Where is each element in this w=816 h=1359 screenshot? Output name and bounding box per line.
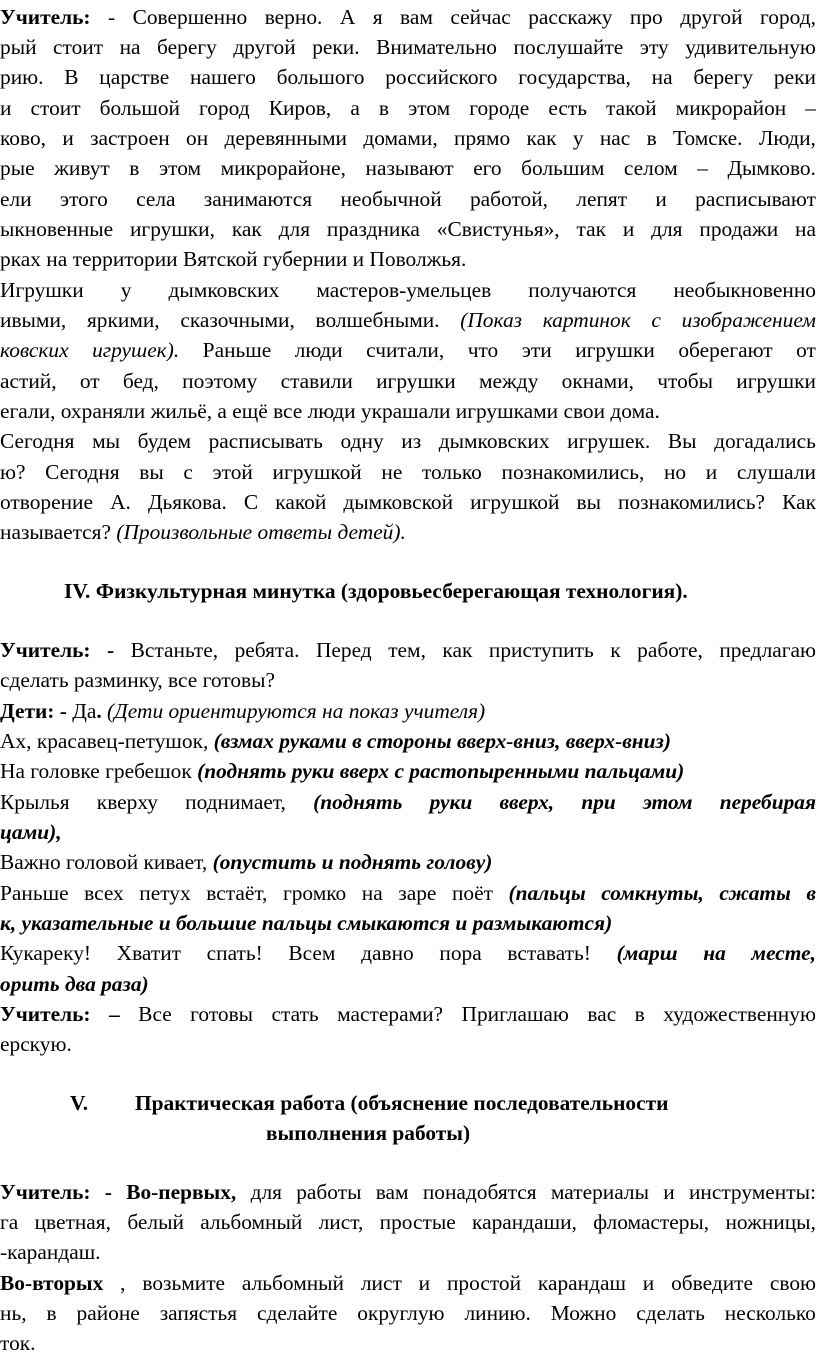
word: расписывают [695,187,816,211]
paragraph-2-line-2 [0,305,816,336]
word: (марш [616,941,678,965]
verse-line-4: Важно головой кивает, (опустить и поднять голову) [0,850,493,874]
word: городе [469,96,530,120]
word: Хватит [116,941,182,965]
word: сейчас [450,5,511,29]
word: этой [212,460,253,484]
word: , [120,1271,126,1295]
word: с [651,308,661,332]
word: домами, [363,126,438,150]
word: как [231,217,262,241]
word: вставать! [507,941,591,965]
word: от [79,369,100,393]
word: мастеров-умельцев [316,278,492,302]
word: понадобятся [422,1180,537,1204]
word: картинок [542,308,631,332]
verse-line-5-cont: к, указательные и большие пальцы смыкаются и размыкаются) [0,911,613,935]
word: встаёт, [206,881,268,905]
word: и [418,1271,431,1295]
word: бед, [122,369,159,393]
word: Дьякова. [147,490,227,514]
word: к [610,638,621,662]
word: Встаньте, [130,638,219,662]
word: игрушек). [92,338,180,362]
paragraph-2-line-1 [0,275,816,306]
practice-line-3: -карандаш. [0,1240,101,1264]
paragraph-1-line-4 [0,93,816,124]
word: у [120,278,132,302]
word: пора [439,941,482,965]
word: игрушки [575,338,655,362]
word: Внимательно [376,35,497,59]
word: эти [521,338,552,362]
word: художественную [663,1002,816,1026]
exercise-teacher2-line-1 [0,999,816,1030]
word: продажи [699,217,779,241]
paragraph-1-line-9: рках на территории Вятской губернии и Поволжья. [0,247,467,271]
word: про [629,5,663,29]
word: и [642,1271,655,1295]
word: ивыми, [0,308,67,332]
word: нь, [0,1301,27,1325]
word: Сегодня [0,429,75,453]
word: этом [408,96,451,120]
word: другой [680,5,743,29]
word: карандаш [537,1271,626,1295]
word: – [805,96,816,120]
word: спать! [206,941,263,965]
word: стать [271,1002,319,1026]
word: – [697,156,708,180]
word: яркими, [86,308,160,332]
word: Приглашаю [461,1002,569,1026]
word: для [278,217,311,241]
word: ыкновенные [0,217,114,241]
word: А. [110,490,131,514]
word: у [572,126,584,150]
word: застроен [90,126,170,150]
exercise-teacher-line-1 [0,635,816,666]
word: поэтому [182,369,258,393]
word: (поднять [313,790,403,814]
word: селом [623,156,678,180]
paragraph-2-line-5: егали, охраняли жильё, а ещё все люди украшали игрушками свои дома. [0,399,660,423]
word: стоит [30,96,81,120]
word: вверх, [499,790,555,814]
word: ели [0,187,32,211]
word: в [646,126,657,150]
practice-line-5 [0,1298,816,1329]
word: оберегают [678,338,773,362]
word: познакомились? [618,490,766,514]
word: рые [0,156,35,180]
word: но [663,460,687,484]
word: живут [54,156,110,180]
word: микрорайон [675,96,787,120]
word: этом [158,156,202,180]
word: занимаются [203,187,313,211]
word: из [401,429,422,453]
word: на [795,217,816,241]
word: предлагаю [719,638,816,662]
word: он [186,126,209,150]
word: фломастеры, [593,1210,710,1234]
word: лепят [576,187,628,211]
word: перебирая [719,790,816,814]
word: готовы [190,1002,254,1026]
word: город, [760,5,816,29]
word: Во-вторых [0,1271,104,1295]
word: свою [769,1271,816,1295]
word: отворение [0,490,93,514]
word: мы [92,429,121,453]
word: - [107,638,115,662]
word: царстве [99,65,170,89]
word: так [576,217,606,241]
word: кверху [96,790,158,814]
word: Совершенно [132,5,248,29]
word: игрушки, [129,217,215,241]
word: ю? [0,460,26,484]
word: праздника [326,217,420,241]
word: нас [599,126,631,150]
word: окнами, [561,369,635,393]
word: простые [379,1210,456,1234]
exercise-children-line: Дети: - Да. (Дети ориентируются на показ учителя) [0,699,486,723]
paragraph-1-line-8 [0,214,816,245]
word: а [350,96,360,120]
word: и [622,217,635,241]
practice-line-2 [0,1207,816,1238]
word: заре [398,881,437,905]
word: и [0,96,12,120]
word: какой [275,490,327,514]
paragraph-1-line-1 [0,2,816,33]
word: познакомились, [501,460,645,484]
word: большой [99,96,180,120]
word: ребята. [234,638,300,662]
paragraph-1-line-7 [0,184,816,215]
practice-line-4 [0,1268,816,1299]
word: Раньше [202,338,272,362]
word: не [381,460,403,484]
word: Томске. [673,126,743,150]
word: обведите [671,1271,754,1295]
word: микрорайоне, [220,156,346,180]
word: считали, [366,338,445,362]
word: что [467,338,499,362]
word: чтобы [657,369,714,393]
word: районе [76,1301,140,1325]
word: тем, [388,638,426,662]
word: расписывать [208,429,323,453]
word: сказочными, [180,308,295,332]
exercise-teacher2-line-2: ерскую. [0,1032,72,1056]
word: астий, [0,369,57,393]
word: верно. [264,5,323,29]
word: Всем [288,941,336,965]
word: белый [127,1210,184,1234]
word: сомкнуты, [601,881,704,905]
word: возьмите [142,1271,226,1295]
word: лист [360,1271,402,1295]
word: Учитель: [0,5,91,29]
practice-line-1 [0,1177,816,1208]
word: такой [606,96,657,120]
word: Как [782,490,816,514]
word: между [479,369,539,393]
word: громко [282,881,347,905]
word: и [663,1180,675,1204]
word: приступить [488,638,594,662]
word: (пальцы [508,881,586,905]
word: игрушек. [567,429,651,453]
word: в [806,881,816,905]
word: и [705,460,718,484]
word: есть [548,96,587,120]
word: запястья [159,1301,238,1325]
word: слушали [736,460,816,484]
verse-line-6 [0,938,816,969]
verse-line-2: На головке гребешок (поднять руки вверх с растопыренными пальцами) [0,759,685,783]
word: дымковской [343,490,454,514]
word: В [64,65,79,89]
word: берегу [693,65,754,89]
word: рию. [0,65,44,89]
word: га [0,1210,19,1234]
word: государства, [518,65,631,89]
word: Раньше [0,881,69,905]
word: работе, [637,638,703,662]
word: сжаты [719,881,791,905]
word: карандаши, [472,1210,577,1234]
word: люди [294,338,343,362]
word: ножницы, [725,1210,816,1234]
section-heading-5-line-2: выполнения работы) [266,1121,471,1145]
word: этом [643,790,693,814]
word: реки [773,65,816,89]
word: город [199,96,250,120]
word: - [107,5,116,29]
practice-line-6: ток. [0,1331,36,1355]
word: Игрушки [0,278,84,302]
word: на [651,65,673,89]
word: С [243,490,259,514]
word: деревянными [224,126,347,150]
word: Вы [667,429,697,453]
paragraph-1-line-2 [0,32,816,63]
word: несколько [724,1301,816,1325]
word: при [581,790,616,814]
word: на [703,941,726,965]
word: стоит [53,35,104,59]
word: его [473,156,502,180]
word: и [62,126,74,150]
word: как [526,126,557,150]
word: Можно [550,1301,617,1325]
word: игрушки [376,369,456,393]
word: материалы [550,1180,649,1204]
paragraph-3-line-4: называется? (Произвольные ответы детей). [0,520,406,544]
word: руки [429,790,473,814]
word: ково, [0,126,46,150]
word: вы [139,460,164,484]
verse-line-6-cont: орить два раза) [0,972,149,996]
word: для [651,217,683,241]
word: поднимает, [185,790,286,814]
word: Дымково. [727,156,816,180]
paragraph-2-line-4 [0,366,816,397]
word: Киров, [268,96,332,120]
paragraph-3-line-2 [0,457,816,488]
word: игрушкой [272,460,362,484]
word: сделать [636,1301,705,1325]
word: сделайте [257,1301,338,1325]
word: петух [139,881,191,905]
word: берегу [157,35,217,59]
word: мастерами? [337,1002,444,1026]
word: игрушки [736,369,816,393]
word: одну [340,429,384,453]
word: в [634,1002,645,1026]
word: изображением [681,308,816,332]
word: получаются [528,278,637,302]
word: называют [365,156,454,180]
word: эту [639,35,669,59]
section-heading-4: IV. Физкультурная минутка (здоровьесберегающая технология). [64,579,688,603]
word: вас [587,1002,617,1026]
word: поёт [451,881,493,905]
word: лист, [318,1210,364,1234]
word: ковских [0,338,69,362]
word: реки. [312,35,360,59]
word: я [372,5,383,29]
word: Люди, [758,126,816,150]
word: будем [137,429,191,453]
word: вы [576,490,601,514]
word: (Показ [460,308,522,332]
word: как [442,638,473,662]
word: удивительную [685,35,816,59]
word: прямо [454,126,511,150]
word: в [129,156,140,180]
word: этого [59,187,108,211]
word: волшебными. [315,308,440,332]
word: всех [84,881,124,905]
word: послушайте [513,35,624,59]
word: дымковских [438,429,550,453]
word: Учитель: [0,1002,91,1026]
word: Сегодня [45,460,120,484]
word: нашего [190,65,256,89]
word: Перед [315,638,372,662]
word: только [421,460,482,484]
paragraph-1-line-3 [0,62,816,93]
paragraph-1-line-6 [0,153,816,184]
verse-line-3 [0,787,816,818]
exercise-teacher-line-2: сделать разминку, все готовы? [0,668,275,692]
paragraph-3-line-1 [0,426,816,457]
word: давно [361,941,414,965]
word: ставили [280,369,353,393]
word: рый [0,35,37,59]
verse-line-1: Ах, красавец-петушок, (взмах руками в стороны вверх-вниз, вверх-вниз) [0,729,672,753]
word: в [378,96,389,120]
section-heading-5-line-1: Практическая работа (объяснение последовательности [135,1091,669,1115]
word: игрушкой [470,490,560,514]
word: вам [400,5,433,29]
word: цветная, [34,1210,111,1234]
word: Все [138,1002,172,1026]
word: на [119,35,141,59]
word: «Свистунья», [436,217,560,241]
word: необычной [340,187,442,211]
verse-line-3-cont: цами), [0,820,62,844]
word: и [655,187,667,211]
word: дымковских [168,278,280,302]
word: другой [233,35,296,59]
word: работой, [469,187,549,211]
section-heading-5-number: V. [70,1091,89,1115]
word: с [183,460,193,484]
word: вам [375,1180,409,1204]
word: А [339,5,356,29]
word: - [104,1180,112,1204]
paragraph-3-line-3 [0,487,816,518]
word: большого [276,65,365,89]
word: необыкновенно [673,278,816,302]
word: работы [296,1180,362,1204]
word: в [46,1301,57,1325]
paragraph-2-line-3 [0,335,816,366]
word: расскажу [528,5,613,29]
word: альбомный [241,1271,344,1295]
word: линию. [464,1301,531,1325]
word: простой [446,1271,522,1295]
paragraph-1-line-5 [0,123,816,154]
word: Крылья [0,790,70,814]
word: большим [521,156,605,180]
word: инструменты: [688,1180,816,1204]
verse-line-5 [0,878,816,909]
word: округлую [357,1301,445,1325]
word: месте, [751,941,816,965]
word: Кукареку! [0,941,92,965]
word: российского [385,65,498,89]
word: – [109,1002,120,1026]
word: для [250,1180,282,1204]
word: Учитель: [0,638,91,662]
word: альбомный [200,1210,303,1234]
word: Учитель: [0,1180,91,1204]
word: догадались [714,429,816,453]
word: на [361,881,383,905]
word: от [796,338,816,362]
word: Во-первых, [126,1180,237,1204]
word: села [136,187,176,211]
